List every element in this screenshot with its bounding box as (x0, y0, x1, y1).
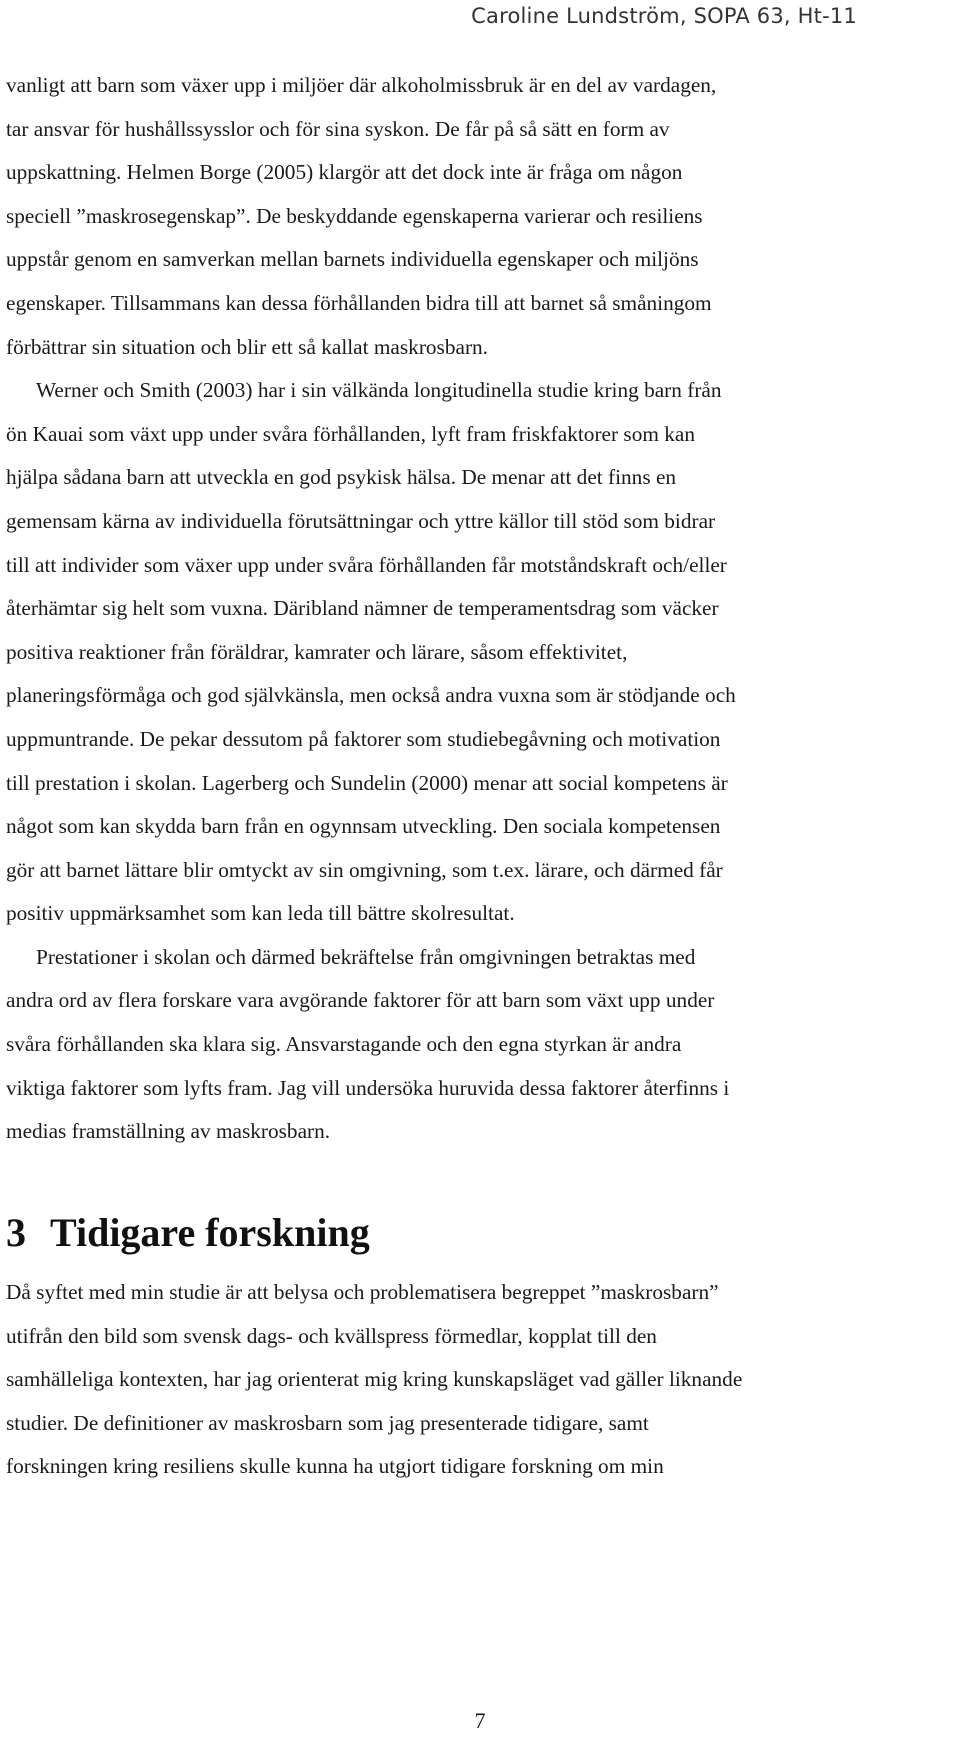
text-line: positiv uppmärksamhet som kan leda till bättre skolresultat. (6, 901, 515, 926)
text-line: planeringsförmåga och god självkänsla, men också andra vuxna som är stödjande och (6, 683, 736, 708)
text-line: uppstår genom en samverkan mellan barnets individuella egenskaper och miljöns (6, 247, 699, 272)
text-line: viktiga faktorer som lyfts fram. Jag vill undersöka huruvida dessa faktorer återfinns i (6, 1075, 730, 1100)
text-line: ön Kauai som växt upp under svåra förhållanden, lyft fram friskfaktorer som kan (6, 421, 695, 446)
text-line: egenskaper. Tillsammans kan dessa förhållanden bidra till att barnet så småningom (6, 290, 712, 315)
text-line: medias framställning av maskrosbarn. (6, 1119, 331, 1144)
chapter-title: Tidigare forskning (50, 1210, 370, 1255)
text-line: till att individer som växer upp under svåra förhållanden får motståndskraft och/eller (6, 552, 727, 577)
text-line: samhälleliga kontexten, har jag orienterat mig kring kunskapsläget vad gäller liknande (6, 1367, 743, 1392)
text-line: andra ord av flera forskare vara avgörande faktorer för att barn som växt upp under (6, 988, 715, 1013)
text-line: vanligt att barn som växer upp i miljöer där alkoholmissbruk är en del av vardagen, (6, 73, 717, 97)
text-line: gör att barnet lättare blir omtyckt av sin omgivning, som t.ex. lärare, och därmed får (6, 857, 723, 882)
text-line: positiva reaktioner från föräldrar, kamrater och lärare, såsom effektivitet, (6, 639, 628, 664)
text-line: speciell ”maskrosegenskap”. De beskyddande egenskaperna varierar och resiliens (6, 203, 703, 228)
text-line: utifrån den bild som svensk dags- och kvällspress förmedlar, kopplat till den (6, 1323, 657, 1348)
text-line: svåra förhållanden ska klara sig. Ansvarstagande och den egna styrkan är andra (6, 1032, 682, 1057)
text-line: forskningen kring resiliens skulle kunna ha utgjort tidigare forskning om min (6, 1454, 664, 1479)
chapter-heading (6, 1203, 370, 1263)
text-line: studier. De definitioner av maskrosbarn som jag presenterade tidigare, samt (6, 1410, 649, 1435)
chapter-number: 3 (6, 1210, 26, 1255)
section-body-text (6, 1271, 956, 1489)
text-line: Werner och Smith (2003) har i sin välkända longitudinella studie kring barn från (36, 378, 722, 403)
text-line: tar ansvar för hushållssysslor och för sina syskon. De får på så sätt en form av (6, 116, 670, 141)
page-number: 7 (474, 1708, 486, 1733)
body-text (6, 64, 956, 1154)
text-line: Prestationer i skolan och därmed bekräftelse från omgivningen betraktas med (36, 944, 696, 969)
text-line: hjälpa sådana barn att utveckla en god psykisk hälsa. De menar att det finns en (6, 465, 677, 490)
text-line: återhämtar sig helt som vuxna. Däribland nämner de temperamentsdrag som väcker (6, 596, 719, 621)
running-header: Caroline Lundström, SOPA 63, Ht-11 (471, 4, 857, 28)
text-line: uppskattning. Helmen Borge (2005) klargör att det dock inte är fråga om någon (6, 160, 683, 185)
text-line: till prestation i skolan. Lagerberg och Sundelin (2000) menar att social kompetens är (6, 770, 728, 795)
text-line: förbättrar sin situation och blir ett så kallat maskrosbarn. (6, 334, 489, 359)
text-line: uppmuntrande. De pekar dessutom på faktorer som studiebegåvning och motivation (6, 726, 721, 751)
text-line: Då syftet med min studie är att belysa och problematisera begreppet ”maskrosbarn” (6, 1280, 719, 1304)
text-line: gemensam kärna av individuella förutsättningar och yttre källor till stöd som bidrar (6, 508, 716, 533)
text-line: något som kan skydda barn från en ogynnsam utveckling. Den sociala kompetensen (6, 814, 721, 839)
